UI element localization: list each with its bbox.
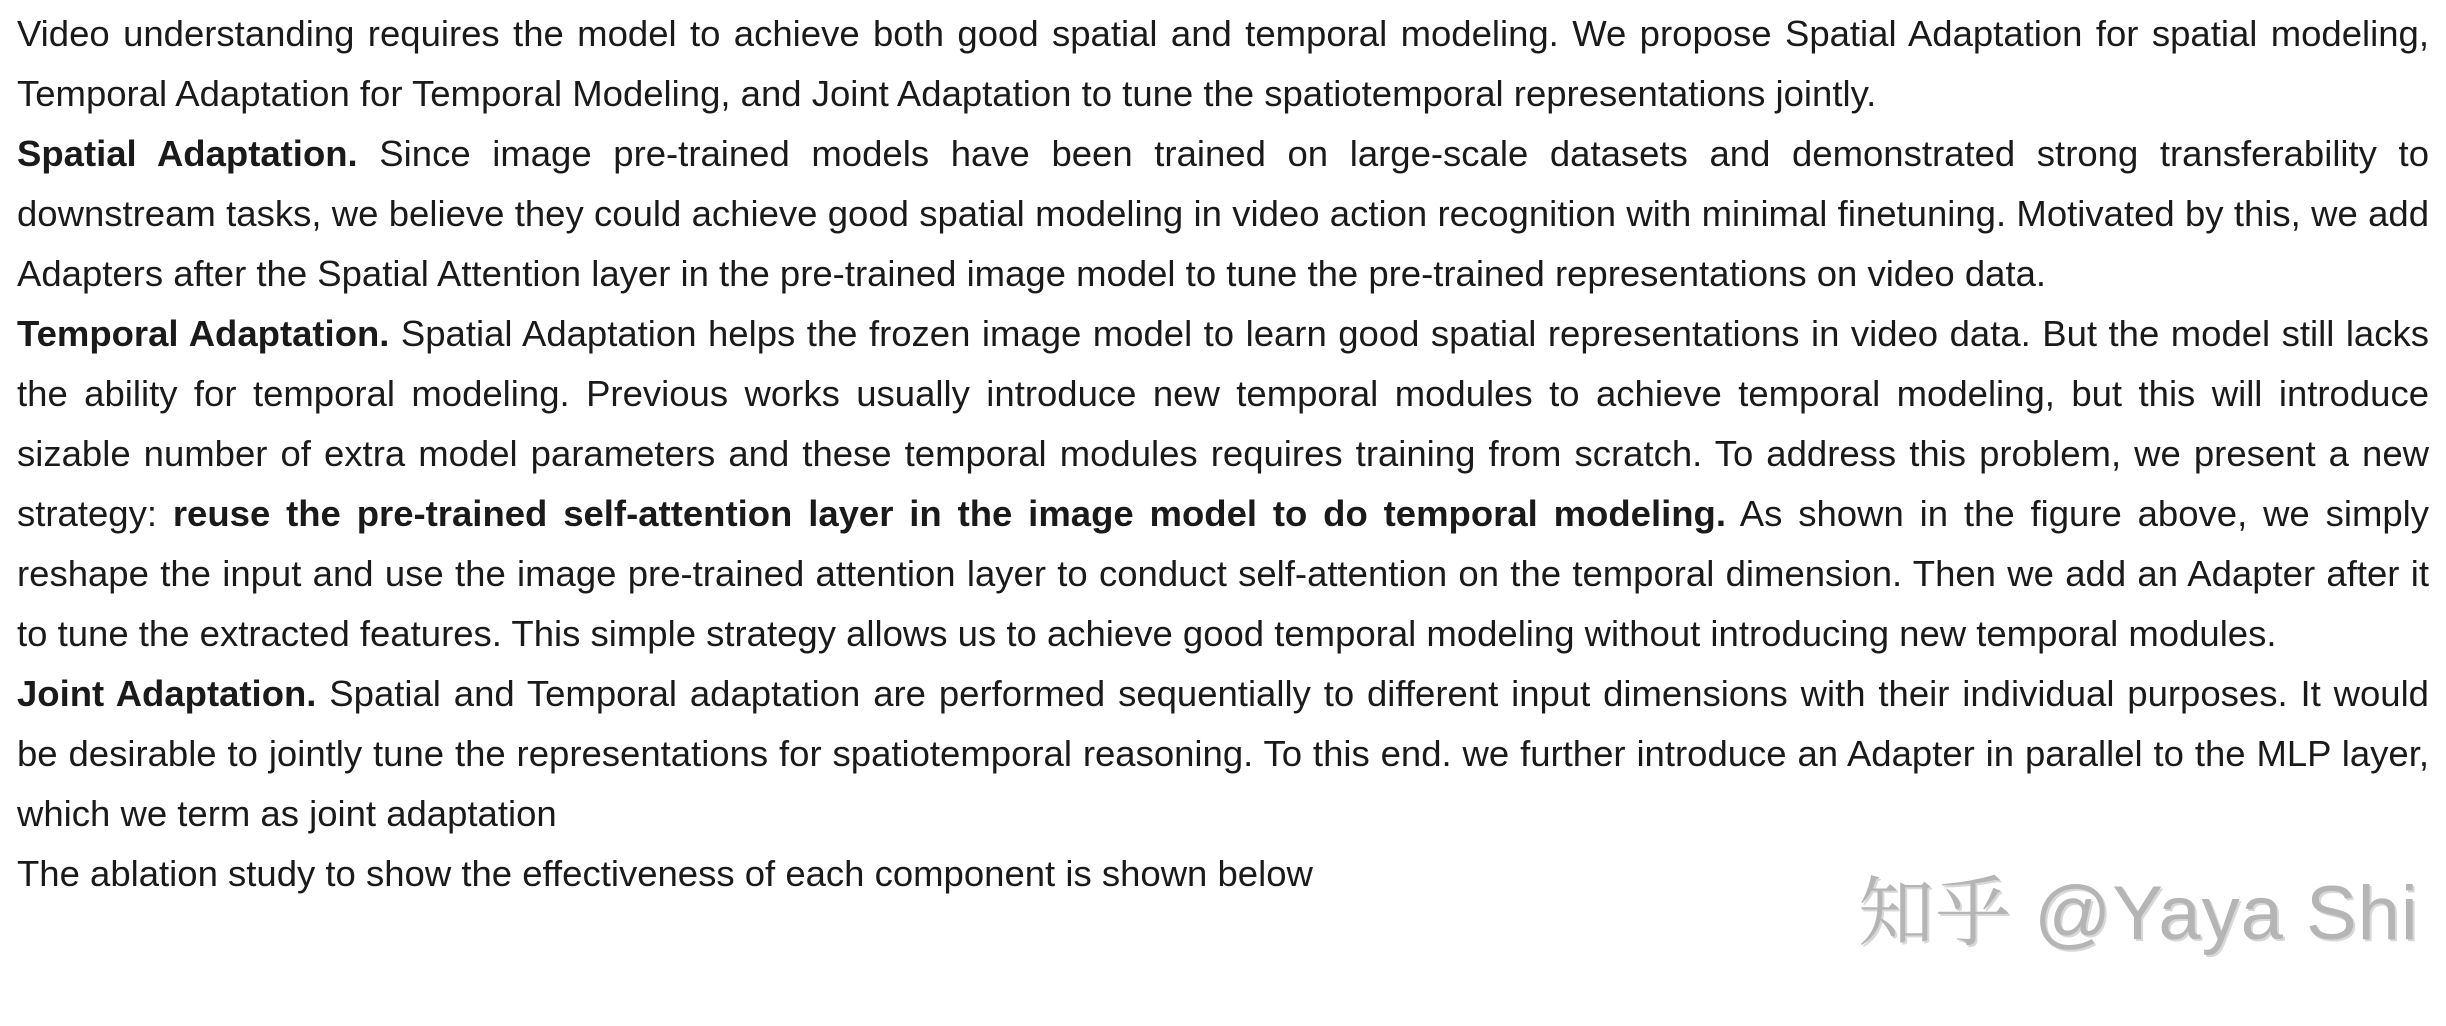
spatial-adaptation-body: Since image pre-trained models have been trained on large-scale datasets and demonstrated strong transferability to downstream tasks, we believe they could achieve good spatial modeling in video action recognition with minimal finetuning. Motivated by this, we add Adapters after the Spatial Attention layer in the pre-trained image model to tune the pre-trained representations on video data. xyxy=(17,133,2429,294)
watermark: 知乎 @Yaya Shi xyxy=(1858,871,2419,956)
temporal-adaptation-heading: Temporal Adaptation. xyxy=(17,313,390,354)
spatial-adaptation-paragraph xyxy=(17,124,2429,304)
temporal-adaptation-body-1: Spatial Adaptation helps the frozen image model to learn good spatial representations in video data. But the model still lacks the ability for temporal modeling. Previous works usually introduce new temporal modules to achieve temporal modeling, but this will introduce sizable number of extra model parameters and these temporal modules requires training from scratch. To address this problem, we present a new strategy: xyxy=(17,313,2429,534)
intro-paragraph: Video understanding requires the model to achieve both good spatial and temporal modeling. We propose Spatial Adaptation for spatial modeling, Temporal Adaptation for Temporal Modeling, and Joint Adaptation to tune the spatiotemporal representations jointly. xyxy=(17,13,2429,114)
temporal-adaptation-body-2: As shown in the figure above, we simply reshape the input and use the image pre-trained attention layer to conduct self-attention on the temporal dimension. Then we add an Adapter after it to tune the extracted features. This simple strategy allows us to achieve good temporal modeling without introducing new temporal modules. xyxy=(17,493,2430,654)
temporal-adaptation-emphasis: reuse the pre-trained self-attention layer in the image model to do temporal modeling. xyxy=(172,493,1726,534)
spatial-adaptation-heading: Spatial Adaptation. xyxy=(17,133,358,174)
ablation-paragraph: The ablation study to show the effectiveness of each component is shown below xyxy=(17,853,1313,894)
joint-adaptation-heading: Joint Adaptation. xyxy=(17,673,317,714)
joint-adaptation-body: Spatial and Temporal adaptation are performed sequentially to different input dimensions with their individual purposes. It would be desirable to jointly tune the representations for spatiotemporal reasoning. To this end. we further introduce an Adapter in parallel to the MLP layer, which we term as joint adaptation xyxy=(17,673,2429,834)
article-body xyxy=(17,4,2429,904)
joint-adaptation-paragraph xyxy=(17,664,2429,844)
temporal-adaptation-paragraph xyxy=(17,304,2429,664)
